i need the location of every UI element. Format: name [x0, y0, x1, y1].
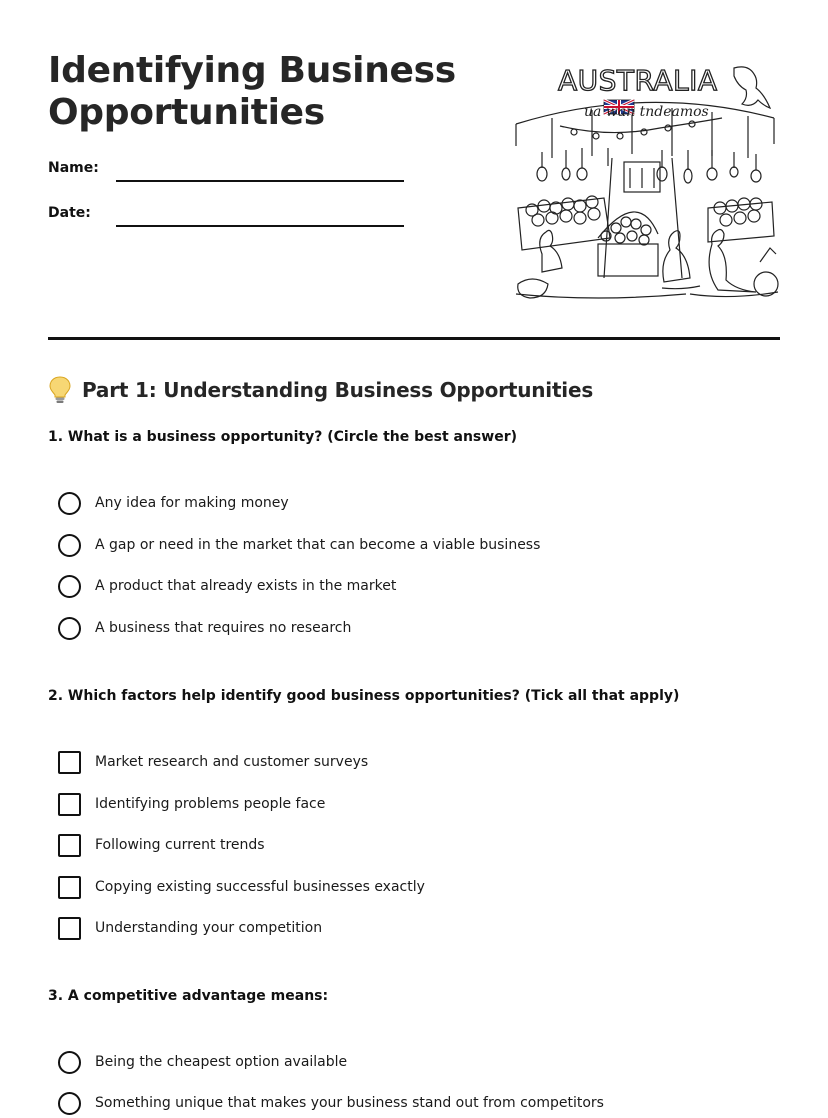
radio-circle-icon[interactable]	[58, 617, 81, 640]
name-label: Name:	[48, 160, 99, 176]
checkbox-icon[interactable]	[58, 751, 81, 774]
lightbulb-icon	[48, 375, 72, 405]
checkbox-icon[interactable]	[58, 793, 81, 816]
q1-option-3-label: A product that already exists in the market	[95, 578, 397, 594]
q2-option-1-label: Market research and customer surveys	[95, 754, 369, 770]
q1-option-4[interactable]	[58, 616, 351, 640]
checkbox-icon[interactable]	[58, 834, 81, 857]
q1-option-3[interactable]	[58, 574, 396, 598]
section-divider	[48, 337, 780, 340]
hero-brand-text: AUSTRALIA	[558, 64, 718, 97]
q2-option-1[interactable]	[58, 750, 368, 774]
q2-option-3-label: Following current trends	[95, 837, 265, 853]
q2-option-2-label: Identifying problems people face	[95, 796, 326, 812]
page-title-line2: Opportunities	[48, 92, 325, 133]
page-title-line1: Identifying Business	[48, 50, 456, 91]
q2-option-4[interactable]	[58, 875, 425, 899]
date-label: Date:	[48, 205, 91, 221]
q3-option-2[interactable]	[58, 1091, 604, 1115]
q1-option-4-label: A business that requires no research	[95, 620, 352, 636]
q1-option-1[interactable]	[58, 491, 289, 515]
checkbox-icon[interactable]	[58, 876, 81, 899]
checkbox-icon[interactable]	[58, 917, 81, 940]
part1-heading	[48, 374, 593, 406]
q1-option-2-label: A gap or need in the market that can become a viable business	[95, 537, 541, 553]
radio-circle-icon[interactable]	[58, 534, 81, 557]
question-2: 2. Which factors help identify good business opportunities? (Tick all that apply)	[48, 688, 680, 704]
q1-option-1-label: Any idea for making money	[95, 495, 289, 511]
name-field[interactable]	[116, 180, 404, 182]
radio-circle-icon[interactable]	[58, 575, 81, 598]
page-title	[48, 50, 488, 134]
q2-option-3[interactable]	[58, 833, 265, 857]
question-3: 3. A competitive advantage means:	[48, 988, 329, 1004]
radio-circle-icon[interactable]	[58, 492, 81, 515]
q3-option-1[interactable]	[58, 1050, 347, 1074]
q1-option-2[interactable]	[58, 533, 540, 557]
market-illustration	[512, 58, 780, 306]
q2-option-2[interactable]	[58, 792, 325, 816]
date-field[interactable]	[116, 225, 404, 227]
q3-option-2-label: Something unique that makes your business stand out from competitors	[95, 1095, 604, 1111]
q2-option-5-label: Understanding your competition	[95, 920, 323, 936]
part1-title: Part 1: Understanding Business Opportunities	[82, 378, 594, 402]
radio-circle-icon[interactable]	[58, 1092, 81, 1115]
question-1: 1. What is a business opportunity? (Circle the best answer)	[48, 429, 517, 445]
q2-option-5[interactable]	[58, 916, 322, 940]
q2-option-4-label: Copying existing successful businesses exactly	[95, 879, 425, 895]
radio-circle-icon[interactable]	[58, 1051, 81, 1074]
q3-option-1-label: Being the cheapest option available	[95, 1054, 348, 1070]
hero-tagline: ua wan tndeamos	[584, 104, 709, 120]
